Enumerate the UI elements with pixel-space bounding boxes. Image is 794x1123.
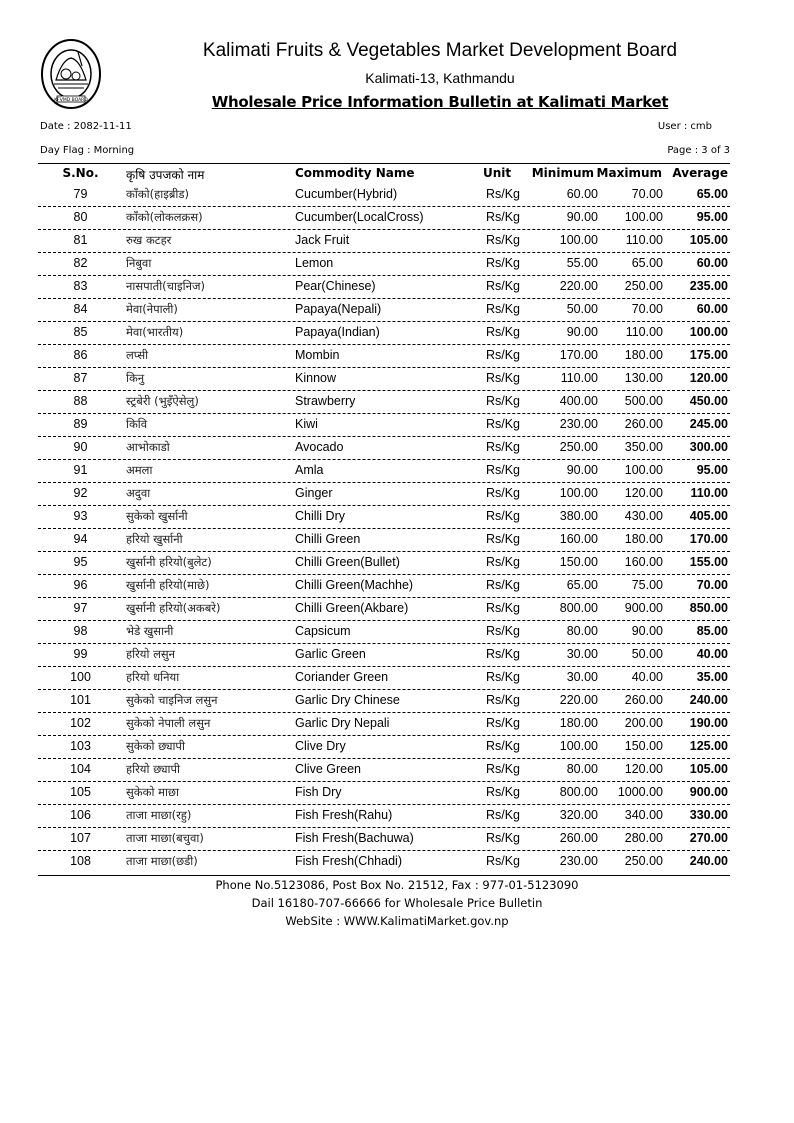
table-row [38,184,730,207]
cell-nepali-name: किवि [126,417,148,431]
cell-commodity: Clive Dry [295,739,346,753]
cell-average: 95.00 [696,210,728,224]
cell-average: 95.00 [696,463,728,477]
table-row [38,736,730,759]
cell-unit: Rs/Kg [485,279,521,293]
cell-nepali-name: लप्सी [126,348,149,362]
cell-average: 100.00 [689,325,728,339]
cell-unit: Rs/Kg [485,302,521,316]
cell-minimum: 260.00 [559,831,598,845]
cell-average: 155.00 [689,555,728,569]
svg-text:KFVMD BOARD: KFVMD BOARD [54,98,88,103]
table-row [38,667,730,690]
cell-unit: Rs/Kg [485,233,521,247]
cell-unit: Rs/Kg [485,670,521,684]
cell-sno: 103 [70,739,91,753]
page-indicator: Page : 3 of 3 [667,145,730,156]
cell-nepali-name: मेवा(नेपाली) [126,302,178,316]
cell-sno: 79 [73,187,88,201]
table-row [38,414,730,437]
cell-sno: 107 [70,831,91,845]
cell-maximum: 160.00 [624,555,663,569]
cell-commodity: Garlic Dry Nepali [295,716,390,730]
cell-commodity: Jack Fruit [295,233,350,247]
cell-sno: 95 [73,555,88,569]
cell-nepali-name: हरियो खुर्सानी [126,532,183,546]
cell-commodity: Fish Fresh(Chhadi) [295,854,402,868]
report-date: Date : 2082-11-11 [40,121,132,132]
table-row [38,851,730,874]
cell-commodity: Papaya(Nepali) [295,302,382,316]
cell-sno: 96 [73,578,88,592]
cell-average: 120.00 [689,371,728,385]
cell-commodity: Chilli Green(Bullet) [295,555,400,569]
cell-unit: Rs/Kg [485,739,521,753]
cell-minimum: 80.00 [566,762,598,776]
cell-commodity: Cucumber(LocalCross) [295,210,424,224]
cell-unit: Rs/Kg [485,417,521,431]
cell-minimum: 180.00 [559,716,598,730]
cell-maximum: 110.00 [625,325,663,339]
cell-sno: 92 [73,486,88,500]
cell-maximum: 260.00 [624,693,663,707]
cell-minimum: 230.00 [559,417,598,431]
table-row [38,230,730,253]
cell-maximum: 500.00 [624,394,663,408]
cell-average: 170.00 [689,532,728,546]
header-unit: Unit [483,166,512,180]
table-row [38,391,730,414]
cell-unit: Rs/Kg [485,762,521,776]
cell-commodity: Kiwi [295,417,318,431]
cell-nepali-name: हरियो धनिया [126,670,180,684]
organization-address: Kalimati-13, Kathmandu [365,70,515,86]
cell-unit: Rs/Kg [485,808,521,822]
cell-average: 70.00 [696,578,728,592]
cell-nepali-name: नासपाती(चाइनिज) [126,279,205,293]
cell-unit: Rs/Kg [485,210,521,224]
table-top-rule [38,163,730,164]
cell-minimum: 320.00 [559,808,598,822]
cell-minimum: 250.00 [559,440,598,454]
table-row [38,759,730,782]
cell-commodity: Kinnow [295,371,336,385]
cell-maximum: 40.00 [631,670,663,684]
cell-unit: Rs/Kg [485,348,521,362]
cell-commodity: Ginger [295,486,333,500]
table-row [38,529,730,552]
cell-average: 300.00 [689,440,728,454]
cell-sno: 97 [73,601,88,615]
cell-commodity: Garlic Green [295,647,366,661]
header-maximum: Maximum [596,166,662,180]
cell-average: 450.00 [689,394,728,408]
cell-minimum: 100.00 [559,233,598,247]
cell-unit: Rs/Kg [485,394,521,408]
cell-maximum: 110.00 [625,233,663,247]
cell-maximum: 50.00 [631,647,663,661]
cell-sno: 85 [73,325,88,339]
cell-average: 85.00 [696,624,728,638]
cell-average: 65.00 [696,187,728,201]
cell-maximum: 350.00 [624,440,663,454]
cell-sno: 94 [73,532,88,546]
cell-average: 235.00 [689,279,728,293]
footer-contact: Phone No.5123086, Post Box No. 21512, Fax : 977-01-5123090 [215,878,579,892]
cell-commodity: Chilli Dry [295,509,345,523]
table-row [38,276,730,299]
cell-sno: 99 [73,647,88,661]
cell-unit: Rs/Kg [485,371,521,385]
cell-minimum: 230.00 [559,854,598,868]
cell-sno: 83 [73,279,88,293]
cell-minimum: 800.00 [559,601,598,615]
cell-minimum: 50.00 [566,302,598,316]
organization-name: Kalimati Fruits & Vegetables Market Development Board [202,40,678,61]
cell-minimum: 100.00 [559,486,598,500]
table-row [38,552,730,575]
cell-unit: Rs/Kg [485,325,521,339]
cell-maximum: 250.00 [624,854,663,868]
cell-commodity: Cucumber(Hybrid) [295,187,398,201]
cell-commodity: Papaya(Indian) [295,325,380,339]
header-minimum: Minimum [531,166,594,180]
cell-average: 105.00 [689,762,728,776]
cell-commodity: Fish Fresh(Rahu) [295,808,393,822]
cell-sno: 100 [70,670,91,684]
cell-unit: Rs/Kg [485,854,521,868]
cell-nepali-name: अमला [126,463,153,477]
cell-nepali-name: भेडे खुसानी [126,624,174,638]
table-row [38,322,730,345]
table-row [38,713,730,736]
cell-minimum: 800.00 [559,785,598,799]
cell-commodity: Chilli Green(Akbare) [295,601,409,615]
cell-maximum: 180.00 [624,348,663,362]
cell-minimum: 380.00 [559,509,598,523]
table-row [38,437,730,460]
cell-unit: Rs/Kg [485,509,521,523]
cell-maximum: 1000.00 [617,785,663,799]
cell-average: 35.00 [696,670,728,684]
cell-average: 60.00 [696,302,728,316]
cell-minimum: 220.00 [559,279,598,293]
cell-unit: Rs/Kg [485,532,521,546]
cell-nepali-name: खुर्सानी हरियो(अकबरे) [126,601,221,615]
cell-nepali-name: काँको(लोकलक्रस) [126,210,203,224]
cell-average: 850.00 [689,601,728,615]
cell-sno: 105 [70,785,91,799]
cell-commodity: Fish Fresh(Bachuwa) [295,831,414,845]
header-sno: S.No. [62,166,99,180]
cell-commodity: Garlic Dry Chinese [295,693,400,707]
cell-maximum: 90.00 [631,624,663,638]
cell-nepali-name: खुर्सानी हरियो(बुलेट) [126,555,212,569]
table-row [38,644,730,667]
cell-maximum: 75.00 [631,578,663,592]
cell-nepali-name: आभोकाडो [126,440,170,454]
cell-nepali-name: किनु [126,371,145,385]
footer-dial: Dail 16180-707-66666 for Wholesale Price Bulletin [251,896,543,910]
cell-maximum: 100.00 [624,463,663,477]
cell-maximum: 70.00 [631,302,663,316]
cell-sno: 90 [73,440,88,454]
table-row [38,828,730,851]
cell-sno: 88 [73,394,88,408]
cell-maximum: 100.00 [624,210,663,224]
cell-minimum: 30.00 [566,670,598,684]
cell-maximum: 130.00 [624,371,663,385]
cell-average: 240.00 [689,693,728,707]
cell-sno: 91 [73,463,88,477]
cell-minimum: 90.00 [566,325,598,339]
cell-unit: Rs/Kg [485,440,521,454]
header-nepali-name: कृषि उपजको नाम [126,168,205,182]
cell-minimum: 100.00 [559,739,598,753]
cell-unit: Rs/Kg [485,555,521,569]
cell-nepali-name: खुर्सानी हरियो(माछे) [126,578,210,592]
cell-maximum: 430.00 [624,509,663,523]
cell-minimum: 150.00 [559,555,598,569]
cell-sno: 80 [73,210,88,224]
bulletin-title: Wholesale Price Information Bulletin at Kalimati Market [211,93,669,111]
table-row [38,460,730,483]
cell-nepali-name: ताजा माछा(रहु) [126,808,192,822]
cell-maximum: 120.00 [624,762,663,776]
cell-maximum: 180.00 [624,532,663,546]
cell-average: 330.00 [689,808,728,822]
cell-minimum: 90.00 [566,463,598,477]
cell-minimum: 400.00 [559,394,598,408]
cell-maximum: 70.00 [631,187,663,201]
cell-sno: 104 [70,762,91,776]
cell-minimum: 90.00 [566,210,598,224]
cell-sno: 81 [73,233,88,247]
cell-maximum: 120.00 [624,486,663,500]
cell-nepali-name: ताजा माछा(बचुवा) [126,831,204,845]
table-row [38,690,730,713]
cell-average: 900.00 [689,785,728,799]
cell-nepali-name: ताजा माछा(छडी) [126,854,198,868]
cell-average: 40.00 [696,647,728,661]
header-average: Average [672,166,728,180]
table-row [38,575,730,598]
cell-commodity: Amla [295,463,324,477]
cell-commodity: Chilli Green(Machhe) [295,578,414,592]
table-row [38,207,730,230]
cell-unit: Rs/Kg [485,463,521,477]
cell-unit: Rs/Kg [485,716,521,730]
cell-unit: Rs/Kg [485,647,521,661]
cell-average: 125.00 [689,739,728,753]
cell-commodity: Lemon [295,256,334,270]
cell-average: 240.00 [689,854,728,868]
table-row [38,621,730,644]
table-header [38,165,730,183]
cell-minimum: 55.00 [566,256,598,270]
cell-maximum: 900.00 [624,601,663,615]
cell-average: 175.00 [689,348,728,362]
cell-minimum: 80.00 [566,624,598,638]
cell-sno: 93 [73,509,88,523]
cell-nepali-name: हरियो लसुन [126,647,176,661]
cell-nepali-name: सुकेको खुर्सानी [126,509,188,523]
cell-average: 190.00 [689,716,728,730]
table-bottom-rule [38,875,730,876]
cell-commodity: Avocado [295,440,344,454]
cell-minimum: 30.00 [566,647,598,661]
cell-commodity: Mombin [295,348,340,362]
cell-sno: 87 [73,371,88,385]
cell-sno: 101 [70,693,91,707]
cell-maximum: 280.00 [624,831,663,845]
cell-nepali-name: स्ट्रबेरी (भुइँऐसेलु) [126,394,199,408]
cell-sno: 98 [73,624,88,638]
kfvmd-board-seal-icon [40,38,102,112]
cell-maximum: 260.00 [624,417,663,431]
table-row [38,805,730,828]
cell-commodity: Fish Dry [295,785,342,799]
table-row [38,299,730,322]
cell-commodity: Chilli Green [295,532,361,546]
cell-sno: 86 [73,348,88,362]
cell-unit: Rs/Kg [485,578,521,592]
cell-sno: 106 [70,808,91,822]
cell-average: 405.00 [689,509,728,523]
cell-unit: Rs/Kg [485,831,521,845]
cell-nepali-name: सुकेको नेपाली लसुन [126,716,211,730]
header-commodity: Commodity Name [295,166,415,180]
cell-maximum: 150.00 [624,739,663,753]
cell-sno: 108 [70,854,91,868]
cell-commodity: Clive Green [295,762,361,776]
cell-nepali-name: रुख कटहर [126,233,172,247]
table-row [38,253,730,276]
cell-minimum: 110.00 [560,371,598,385]
cell-unit: Rs/Kg [485,693,521,707]
cell-sno: 84 [73,302,88,316]
cell-unit: Rs/Kg [485,256,521,270]
cell-nepali-name: हरियो छ्यापी [126,762,180,776]
cell-nepali-name: अदुवा [126,486,151,500]
cell-nepali-name: मेवा(भारतीय) [126,325,184,339]
cell-commodity: Coriander Green [295,670,389,684]
cell-commodity: Strawberry [295,394,356,408]
cell-sno: 89 [73,417,88,431]
table-row [38,782,730,805]
cell-unit: Rs/Kg [485,601,521,615]
cell-minimum: 170.00 [559,348,598,362]
cell-minimum: 65.00 [566,578,598,592]
table-row [38,368,730,391]
cell-unit: Rs/Kg [485,486,521,500]
cell-commodity: Pear(Chinese) [295,279,376,293]
cell-unit: Rs/Kg [485,785,521,799]
day-flag: Day Flag : Morning [40,145,135,156]
cell-nepali-name: सुकेको छ्यापी [126,739,185,753]
cell-average: 270.00 [689,831,728,845]
cell-maximum: 340.00 [624,808,663,822]
cell-sno: 82 [73,256,88,270]
cell-average: 60.00 [696,256,728,270]
cell-maximum: 200.00 [624,716,663,730]
cell-minimum: 220.00 [559,693,598,707]
cell-maximum: 250.00 [624,279,663,293]
cell-sno: 102 [70,716,91,730]
cell-average: 245.00 [689,417,728,431]
cell-average: 110.00 [690,486,728,500]
table-row [38,345,730,368]
footer-website: WebSite : WWW.KalimatiMarket.gov.np [285,914,509,928]
cell-minimum: 160.00 [559,532,598,546]
report-user: User : cmb [657,121,712,132]
cell-average: 105.00 [689,233,728,247]
price-table-body [38,184,730,874]
cell-nepali-name: सुकेको चाइनिज लसुन [126,693,218,707]
cell-commodity: Capsicum [295,624,351,638]
cell-nepali-name: काँको(हाइब्रीड) [126,187,190,201]
cell-maximum: 65.00 [631,256,663,270]
table-row [38,598,730,621]
table-row [38,483,730,506]
table-row [38,506,730,529]
cell-unit: Rs/Kg [485,624,521,638]
cell-unit: Rs/Kg [485,187,521,201]
cell-nepali-name: निबुवा [126,256,152,270]
cell-minimum: 60.00 [566,187,598,201]
cell-nepali-name: सुकेको माछा [126,785,179,799]
